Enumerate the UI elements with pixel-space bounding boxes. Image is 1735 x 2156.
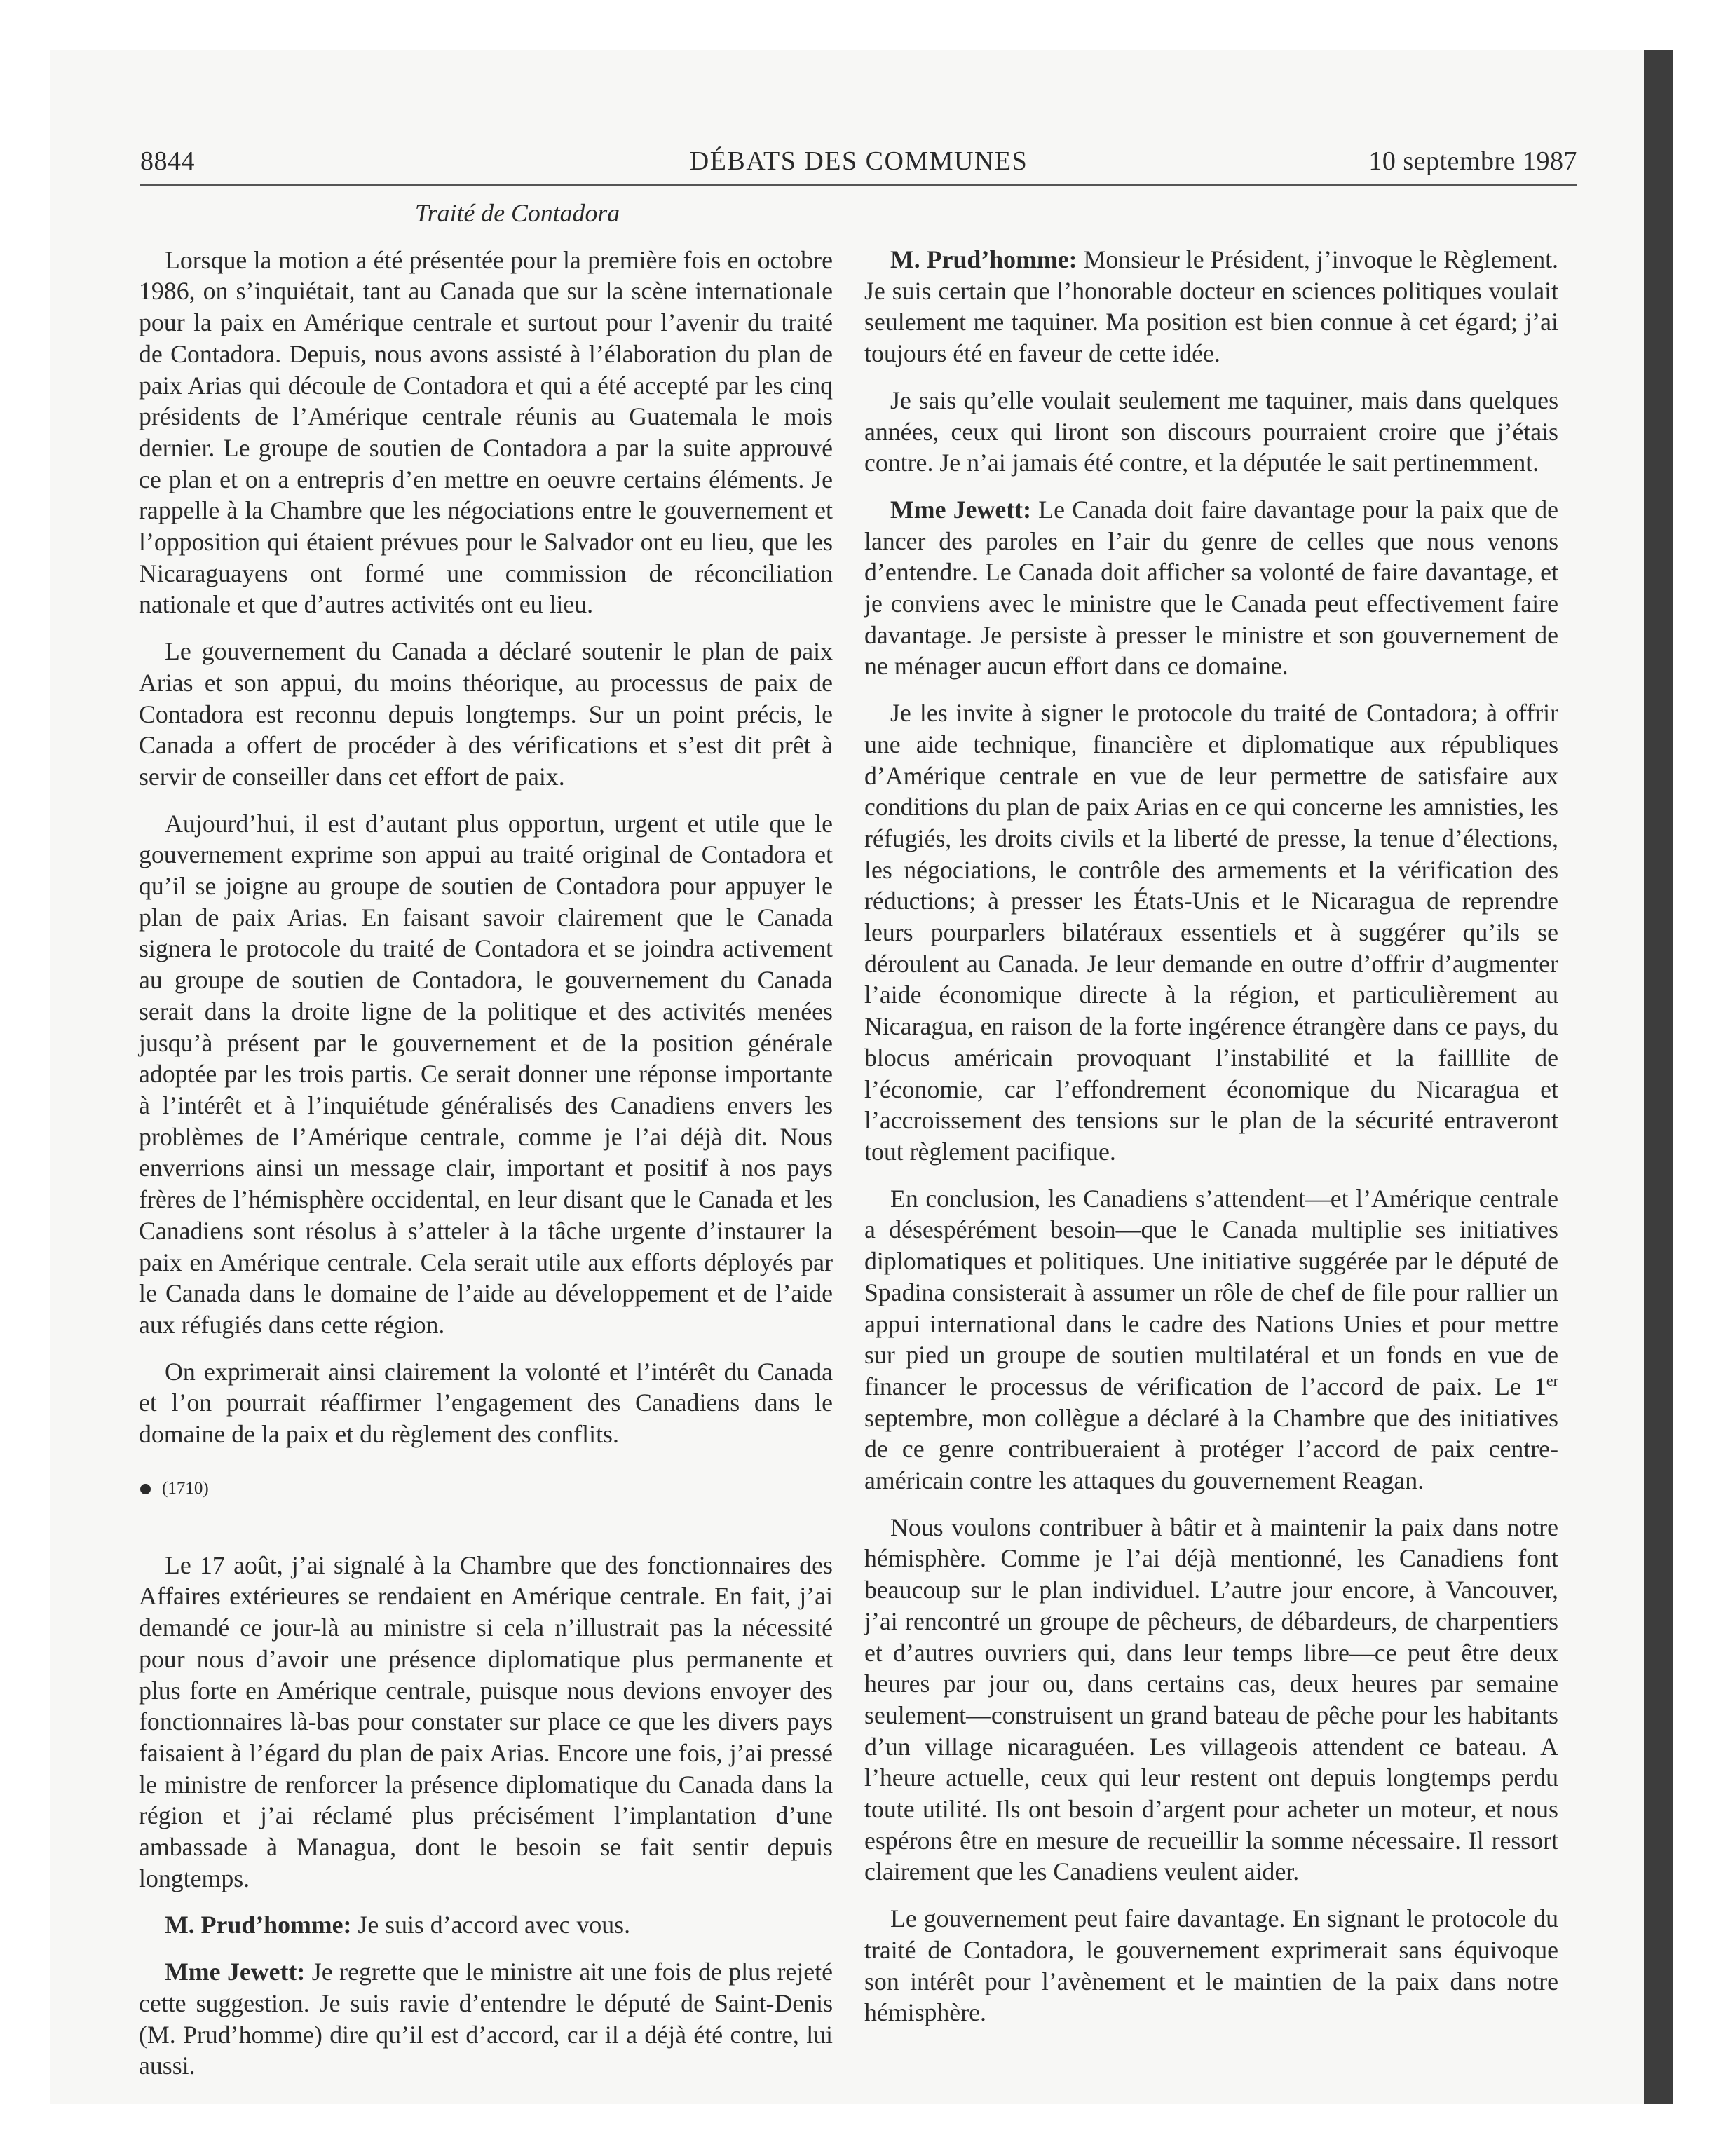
timestamp-marker (139, 1478, 833, 1499)
speech-text: Je regrette que le ministre ait une fois de plus rejeté cette suggestion. Je suis ravie d’entendre le député de Saint-Denis (M. Prud’homme) dire qu’il est d’accord, car il a déjà été contre, lui aussi. (139, 1958, 833, 2080)
paragraph: Nous voulons contribuer à bâtir et à maintenir la paix dans notre hémisphère. Comme je l’ai déjà mentionné, les Canadiens font beaucoup sur le plan individuel. L’autre jour encore, à Vancouver, j’ai rencontré un groupe de pêcheurs, de débardeurs, de charpentiers et d’autres ouvriers qui, dans leur temps libre—ce peut être deux heures par jour ou, dans certains cas, deux heures par semaine seulement—construisent un grand bateau de pêche pour les habitants d’un village nicaraguéen. Les villageois attendent ce bateau. A l’heure actuelle, ceux qui leur restent ont depuis longtemps perdu toute utilité. Ils ont besoin d’argent pour acheter un moteur, et nous espérons être en mesure de recueillir la somme nécessaire. Il ressort clairement que les Canadiens veulent aider. (864, 1513, 1558, 1886)
section-heading: Traité de Contadora (414, 199, 620, 227)
superscript: er (1546, 1371, 1558, 1389)
paragraph: On exprimerait ainsi clairement la volonté et l’intérêt du Canada et l’on pourrait réaffirmer l’engagement des Canadiens dans le domaine de la paix et du règlement des conflits. (139, 1357, 833, 1449)
speech-paragraph (864, 244, 1558, 369)
header-rule (140, 184, 1577, 186)
speech-paragraph (864, 494, 1558, 682)
paragraph: Le gouvernement peut faire davantage. En signant le protocole du traité de Contadora, le gouvernement exprimerait sans équivoque son intérêt pour l’avènement et le maintien de la paix dans notre hémisphère. (864, 1904, 1558, 2027)
speech-paragraph (139, 1909, 833, 1941)
speaker-name: Mme Jewett: (165, 1958, 306, 1986)
speaker-name: M. Prud’homme: (890, 245, 1077, 273)
left-column (139, 198, 833, 2097)
speech-paragraph (139, 1956, 833, 2082)
paragraph: Lorsque la motion a été présentée pour la première fois en octobre 1986, on s’inquiétait, tant au Canada que sur la scène internationale pour la paix en Amérique centrale et surtout pour l’avenir du traité de Contadora. Depuis, nous avons assisté à l’élaboration du plan de paix Arias qui découle de Contadora et qui a été accepté par les cinq présidents de l’Amérique centrale réunis au Guatemala le mois dernier. Le groupe de soutien de Contadora a par la suite approuvé ce plan et on a entrepris d’en mettre en oeuvre certains éléments. Je rappelle à la Chambre que les négociations entre le gouvernement et l’opposition qui étaient prévues pour le Salvador ont eu lieu, que les Nicaraguayens ont formé une commission de réconciliation nationale et que d’autres activités ont eu lieu. (139, 245, 833, 619)
paragraph: Le 17 août, j’ai signalé à la Chambre que des fonctionnaires des Affaires extérieures se rendaient en Amérique centrale. En fait, j’ai demandé ce jour-là au ministre si cela n’illustrait pas la nécessité pour nous d’avoir une présence diplomatique plus permanente et plus forte en Amérique centrale, puisque nous devions envoyer des fonctionnaires là-bas pour constater sur place ce que les divers pays faisaient à l’égard du plan de paix Arias. Encore une fois, j’ai pressé le ministre de renforcer la présence diplomatique du Canada dans la région et j’ai réclamé plus précisément l’implantation d’une ambassade à Managua, dont le besoin se fait sentir depuis longtemps. (139, 1550, 833, 1892)
speech-text: Monsieur le Président, j’invoque le Règlement. Je suis certain que l’honorable docteur en sciences politiques voulait seulement me taquiner. Ma position est bien connue à cet égard; j’ai toujours été en faveur de cette idée. (864, 245, 1559, 368)
speaker-name: Mme Jewett: (890, 495, 1031, 524)
paragraph: Aujourd’hui, il est d’autant plus opportun, urgent et utile que le gouvernement exprime son appui au traité original de Contadora et qu’il se joigne au groupe de soutien de Contadora pour appuyer le plan de paix Arias. En faisant savoir clairement que le Canada signera le protocole du traité de Contadora et se joindra activement au groupe de soutien de Contadora, le gouvernement du Canada serait dans la droite ligne de la politique et des activités menées jusqu’à présent par le gouvernement et de la position générale adoptée par les trois partis. Ce serait donner une réponse importante à l’intérêt et à l’inquiétude généralisés des Canadiens envers les problèmes de l’Amérique centrale, comme je l’ai déjà dit. Nous enverrions ainsi un message clair, important et positif à nos pays frères de l’hémisphère occidental, en leur disant que le Canada et les Canadiens sont résolus à s’atteler à la tâche urgente d’instaurer la paix en Amérique centrale. Cela serait utile aux efforts déployés par le Canada dans le domaine de l’aide au développement et de l’aide aux réfugiés dans cette région. (139, 809, 833, 1339)
scan-edge-shadow (1644, 50, 1673, 2104)
page-number: 8844 (140, 146, 195, 176)
header-date: 10 septembre 1987 (1368, 146, 1577, 176)
speech-text: Je suis d’accord avec vous. (351, 1911, 631, 1939)
paragraph: Je sais qu’elle voulait seulement me taquiner, mais dans quelques années, ceux qui liront son discours pourraient croire que j’étais contre. Je n’ai jamais été contre, et la députée le sait pertinemment. (864, 386, 1558, 477)
publication-title: DÉBATS DES COMMUNES (689, 146, 1028, 176)
right-column (864, 244, 1558, 2044)
paragraph (864, 1183, 1558, 1496)
paragraph: Je les invite à signer le protocole du traité de Contadora; à offrir une aide technique, financière et diplomatique aux républiques d’Amérique centrale en vue de leur permettre de satisfaire aux conditions du plan de paix Arias en ce qui concerne les amnisties, les réfugiés, les droits civils et la liberté de presse, la tenue d’élections, les négociations, le contrôle des armements et la vérification des réductions; à presser les États-Unis et le Nicaragua de reprendre leurs pourparlers bilatéraux essentiels et à suggérer qu’ils se déroulent au Canada. Je leur demande en outre d’offrir d’augmenter l’aide économique directe à la région, et particulièrement au Nicaragua, en raison de la forte ingérence étrangère dans ce pays, du blocus américain provoquant l’instabilité et la failllite de l’économie, car l’effondrement économique du Nicaragua et l’accroissement des tensions sur le plan de la sécurité entraveront tout règlement pacifique. (864, 699, 1558, 1166)
bullet-icon (140, 1484, 151, 1494)
paragraph: Le gouvernement du Canada a déclaré soutenir le plan de paix Arias et son appui, du moins théorique, au processus de paix de Contadora est reconnu depuis longtemps. Sur un point précis, le Canada a offert de procéder à des vérifications et s’est dit prêt à servir de conseiller dans cet effort de paix. (139, 637, 833, 791)
page-header (140, 146, 1577, 184)
speaker-name: M. Prud’homme: (165, 1911, 352, 1939)
speech-text: Le Canada doit faire davantage pour la paix que de lancer des paroles en l’air du genre de celles que nous venons d’entendre. Le Canada doit afficher sa volonté de faire davantage, et je conviens avec le ministre que le Canada peut effectivement faire davantage. Je persiste à presser le ministre et son gouvernement de ne ménager aucun effort dans ce domaine. (864, 495, 1559, 681)
timestamp-text: (1710) (162, 1478, 209, 1498)
paragraph-text: septembre, mon collègue a déclaré à la Chambre que des initiatives de ce genre contribueraient à protéger l’accord de paix centre-américain contre les attaques du gouvernement Reagan. (864, 1403, 1558, 1495)
paragraph-text: En conclusion, les Canadiens s’attendent—et l’Amérique centrale a désespérément besoin—que le Canada multiplie ses initiatives diplomatiques et politiques. Une initiative suggérée par le député de Spadina consisterait à assumer un rôle de chef de file pour rallier un appui international dans le cadre des Nations Unies et pour mettre sur pied un groupe de soutien multilatéral et un fonds en vue de financer le processus de vérification de l’accord de paix. Le 1 (864, 1184, 1558, 1400)
